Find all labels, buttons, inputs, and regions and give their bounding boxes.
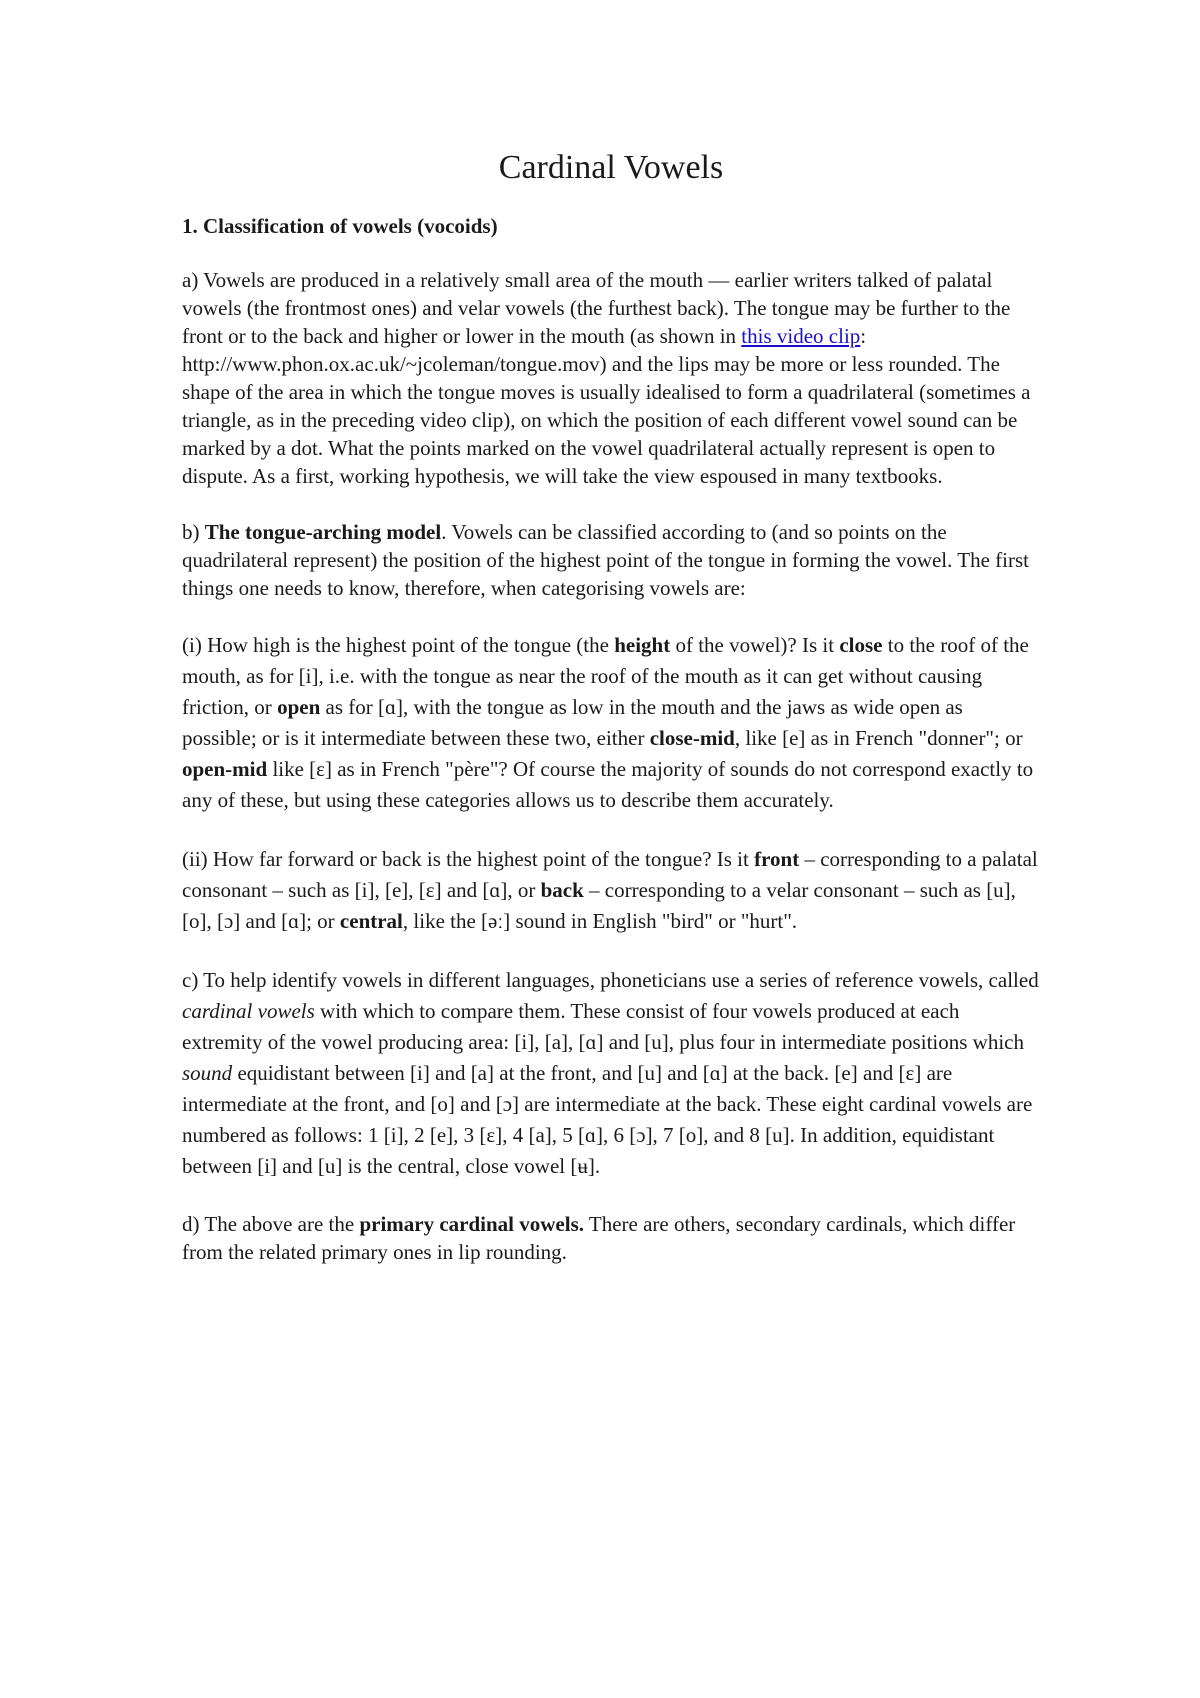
term-cardinal-vowels: cardinal vowels [182, 999, 315, 1023]
paragraph-a [182, 266, 1040, 490]
paragraph-d-text-1: d) The above are the [182, 1212, 360, 1236]
term-central: central [339, 909, 403, 933]
term-front: front [754, 847, 800, 871]
term-open: open [277, 695, 321, 719]
paragraph-d [182, 1210, 1040, 1266]
video-clip-link[interactable]: this video clip [741, 324, 861, 348]
paragraph-i-text-2: of the vowel)? Is it [670, 633, 840, 657]
paragraph-ii-text-2: – corresponding to a palatal consonant – such as [i], [e], [ɛ] and [ɑ], or [182, 847, 1038, 902]
paragraph-c-text-2: with which to compare them. These consist of four vowels produced at each extremity of the vowel producing area: [i], [a], [ɑ] and [u], plus four in intermediate positions which [182, 999, 1024, 1054]
document-body [182, 146, 1040, 1294]
paragraph-a-text-1: a) Vowels are produced in a relatively small area of the mouth — earlier writers talked of palatal vowels (the frontmost ones) and velar vowels (the furthest back). The tongue may be further to the front or to the back and higher or lower in the mouth (as shown in [182, 268, 1011, 348]
term-primary-cardinal-vowels: primary cardinal vowels. [359, 1212, 585, 1236]
paragraph-i-text-6: like [ɛ] as in French "père"? Of course the majority of sounds do not correspond exactly to any of these, but using these categories allows us to describe them accurately. [182, 757, 1034, 812]
paragraph-ii [182, 844, 1040, 937]
paragraph-b-prefix: b) [182, 520, 205, 544]
term-sound: sound [182, 1061, 233, 1085]
term-close: close [839, 633, 883, 657]
paragraph-i [182, 630, 1040, 816]
paragraph-b [182, 518, 1040, 602]
paragraph-i-text-4: as for [ɑ], with the tongue as low in the mouth and the jaws as wide open as possible; or is it intermediate between these two, either [182, 695, 963, 750]
section-heading: 1. Classification of vowels (vocoids) [182, 214, 498, 238]
paragraph-ii-text-4: , like the [əː] sound in English "bird" or "hurt". [402, 909, 798, 933]
term-height: height [614, 633, 671, 657]
paragraph-c-text-1: c) To help identify vowels in different languages, phoneticians use a series of reference vowels, called [182, 968, 1039, 992]
paragraph-a-text-2: : http://www.phon.ox.ac.uk/~jcoleman/tongue.mov) and the lips may be more or less rounded. The shape of the area in which the tongue moves is usually idealised to form a quadrilateral (sometimes a triangle, as in the preceding video clip), on which the position of each different vowel sound can be marked by a dot. What the points marked on the vowel quadrilateral actually represent is open to dispute. As a first, working hypothesis, we will take the view espoused in many textbooks. [182, 324, 1031, 488]
paragraph-c [182, 965, 1040, 1182]
paragraph-ii-text-1: (ii) How far forward or back is the highest point of the tongue? Is it [182, 847, 755, 871]
term-back: back [540, 878, 584, 902]
paragraph-i-text-3: to the roof of the mouth, as for [i], i.e. with the tongue as near the roof of the mouth as it can get without causing friction, or [182, 633, 1029, 719]
paragraph-i-text-1: (i) How high is the highest point of the tongue (the [182, 633, 615, 657]
tongue-arching-term: The tongue-arching model [204, 520, 442, 544]
paragraph-b-text: . Vowels can be classified according to (and so points on the quadrilateral represent) the position of the highest point of the tongue in forming the vowel. The first things one needs to know, therefore, when categorising vowels are: [182, 520, 1029, 600]
paragraph-ii-text-3: – corresponding to a velar consonant – such as [u], [o], [ɔ] and [ɑ]; or [182, 878, 1016, 933]
page-title: Cardinal Vowels [498, 149, 724, 186]
paragraph-i-text-5: , like [e] as in French "donner"; or [734, 726, 1023, 750]
paragraph-c-text-3: equidistant between [i] and [a] at the front, and [u] and [ɑ] at the back. [e] and [ɛ] are intermediate at the front, and [o] and [ɔ] are intermediate at the back. These eight cardinal vowels are numbered as follows: 1 [i], 2 [e], 3 [ɛ], 4 [a], 5 [ɑ], 6 [ɔ], 7 [o], and 8 [u]. In addition, equidistant between [i] and [u] is the central, close vowel [ʉ]. [182, 1061, 1033, 1178]
term-close-mid: close-mid [649, 726, 735, 750]
paragraph-d-text-2: There are others, secondary cardinals, which differ from the related primary ones in lip rounding. [182, 1212, 1016, 1264]
term-open-mid: open-mid [182, 757, 268, 781]
